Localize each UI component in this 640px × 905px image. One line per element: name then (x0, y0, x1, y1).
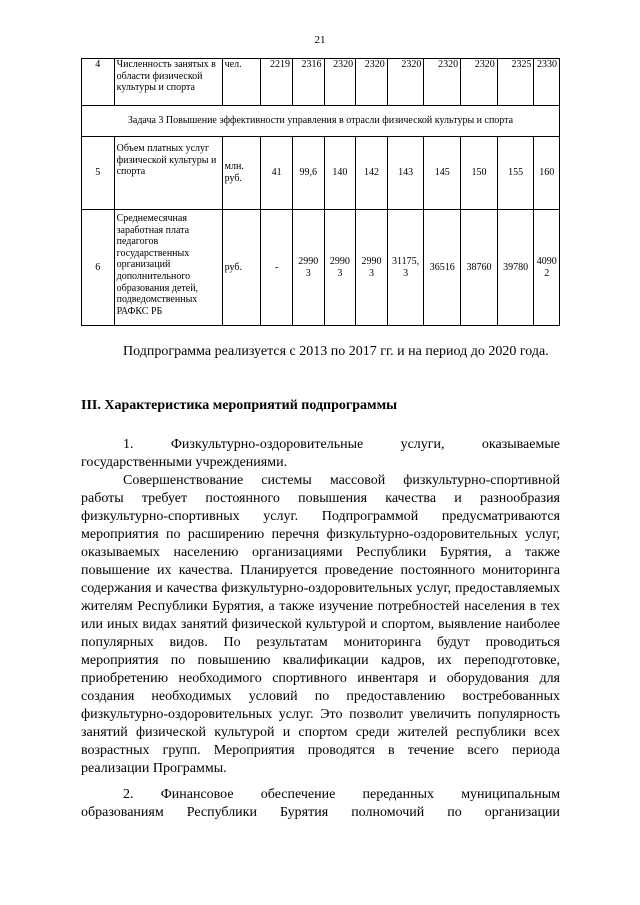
item-2 (81, 786, 560, 822)
table-row (82, 137, 560, 210)
indicator-name: Среднемесячная заработная плата педагогов государственных организаций дополнительного образования детей, подведомственных РАФКС РБ (114, 210, 222, 326)
item-1-word: услуги, (400, 437, 445, 452)
item-1-body: Совершенствование системы массовой физкультурно-спортивной работы требует постоянного повышения качества и разнообразия физкультурно-спортивных услуг. Подпрограммой предусматриваются мероприятия по расширению перечня физкультурно-оздоровительных услуг, оказываемых населению организациями Республики Бурятия, а также повышение их качества. Планируется проведение постоянного мониторинга содержания и качества физкультурно-оздоровительных услуг, предоставляемых жителям Республики Бурятия, а также изучение потребностей населения в тех или иных видах занятий физической культурой и спортом, выявление наиболее популярных видов. По результатам мониторинга будут проводиться мероприятия по повышению квалификации кадров, их переподготовке, приобретению необходимого спортивного инвентаря и оборудования для создания необходимых условий по предоставлению востребованных физкультурно-оздоровительных услуг. Это позволит увеличить популярность занятий физической культурой и спортом среди жителей республики всех возрастных групп. Мероприятия проводятся в течение всего периода реализации Программы. (81, 473, 560, 776)
item-2-title-line (81, 786, 560, 804)
value-cell: 140 (324, 137, 356, 210)
value-cell: 2320 (424, 59, 461, 106)
value-cell: 99,6 (292, 137, 324, 210)
item-2-word: образованиям (81, 805, 164, 820)
item-1 (81, 436, 560, 778)
value-cell: 2320 (461, 59, 498, 106)
value-cell: 36516 (424, 210, 461, 326)
page-number: 21 (314, 34, 326, 46)
item-1-word: Физкультурно-оздоровительные (170, 437, 364, 452)
item-2-word: муниципальным (461, 787, 560, 802)
item-1-number: 1. (123, 437, 134, 452)
row-number: 4 (82, 59, 115, 106)
value-cell: 143 (387, 137, 424, 210)
value-cell: 2330 (534, 59, 560, 106)
value-cell: 38760 (461, 210, 498, 326)
value-cell: 31175, 3 (387, 210, 424, 326)
indicator-name: Объем платных услуг физической культуры и спорта (114, 137, 222, 210)
value-cell: 150 (461, 137, 498, 210)
value-cell: 2320 (356, 59, 388, 106)
value-cell: 41 (261, 137, 293, 210)
item-1-title-line (81, 436, 560, 454)
item-2-word: переданных (362, 787, 434, 802)
intro-paragraph: Подпрограмма реализуется с 2013 по 2017 гг. и на период до 2020 года. (123, 344, 549, 359)
value-cell: 2320 (324, 59, 356, 106)
table-row (82, 210, 560, 326)
value-cell: 160 (534, 137, 560, 210)
value-cell: 145 (424, 137, 461, 210)
value-cell: 2990 3 (292, 210, 324, 326)
item-2-word: Республики (186, 805, 257, 820)
row-number: 5 (82, 137, 115, 210)
item-1-continuation: государственными учреждениями. (81, 455, 288, 470)
value-cell: 2219 (261, 59, 293, 106)
item-2-word: обеспечение (260, 787, 336, 802)
item-2-word: Финансовое (160, 787, 234, 802)
unit-cell: руб. (222, 210, 261, 326)
task-row (82, 106, 560, 137)
value-cell: 2990 3 (356, 210, 388, 326)
item-2-word: по (447, 805, 462, 820)
value-cell: 2320 (387, 59, 424, 106)
unit-cell: чел. (222, 59, 261, 106)
task-title: Задача 3 Повышение эффективности управления в отрасли физической культуры и спорта (82, 106, 560, 137)
item-2-word: Бурятия (279, 805, 329, 820)
table-row (82, 59, 560, 106)
item-2-second-line (81, 804, 560, 822)
item-2-number: 2. (123, 787, 134, 802)
value-cell: - (261, 210, 293, 326)
value-cell: 2316 (292, 59, 324, 106)
item-1-word: оказываемые (481, 437, 560, 452)
value-cell: 2325 (497, 59, 534, 106)
indicator-name: Численность занятых в области физической культуры и спорта (114, 59, 222, 106)
value-cell: 4090 2 (534, 210, 560, 326)
value-cell: 142 (356, 137, 388, 210)
value-cell: 155 (497, 137, 534, 210)
value-cell: 39780 (497, 210, 534, 326)
row-number: 6 (82, 210, 115, 326)
section-heading: III. Характеристика мероприятий подпрограммы (81, 398, 398, 413)
indicators-table (81, 58, 560, 326)
value-cell: 2990 3 (324, 210, 356, 326)
item-2-word: организации (484, 805, 560, 820)
unit-cell: млн. руб. (222, 137, 261, 210)
item-2-word: полномочий (351, 805, 425, 820)
